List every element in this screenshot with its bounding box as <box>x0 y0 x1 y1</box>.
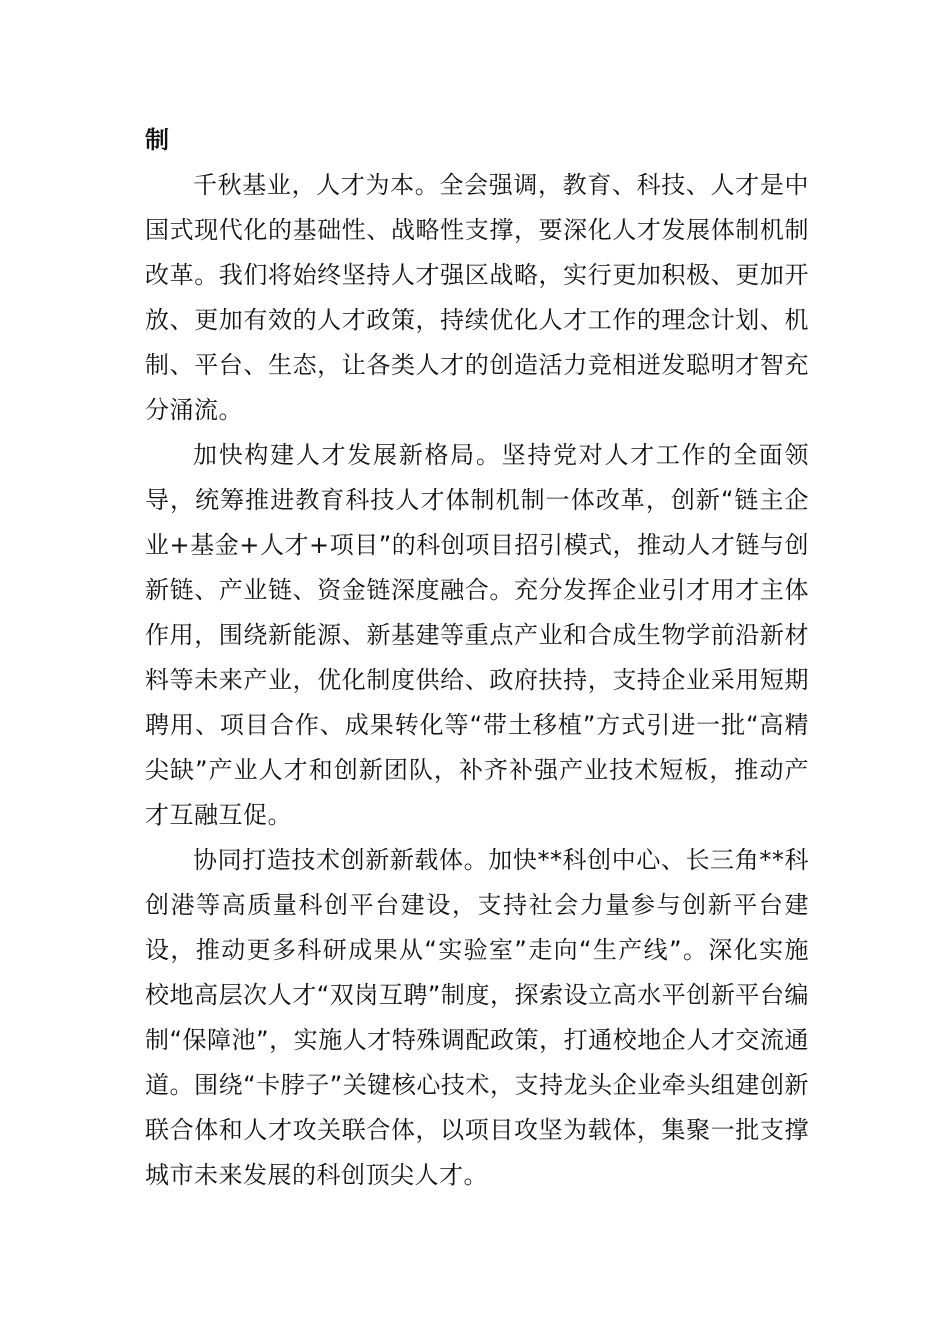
paragraph-innovation-platform: 协同打造技术创新新载体。加快**科创中心、长三角**科创港等高质量科创平台建设，支持社会力量参与创新平台建设，推动更多科研成果从“实验室”走向“生产线”。深化实施校地高层次人才“双岗互聘”制度，探索设立高水平创新平台编制“保障池”，实施人才特殊调配政策，打通校地企人才交流通道。围绕“卡脖子”关键核心技术，支持龙头企业牵头组建创新联合体和人才攻关联合体，以项目攻坚为载体，集聚一批支撑城市未来发展的科创顶尖人才。 <box>145 846 809 1189</box>
paragraph-talent-foundation: 千秋基业，人才为本。全会强调，教育、科技、人才是中国式现代化的基础性、战略性支撑，要深化人才发展体制机制改革。我们将始终坚持人才强区战略，实行更加积极、更加开放、更加有效的人才政策，持续优化人才工作的理念计划、机制、平台、生态，让各类人才的创造活力竞相迸发聪明才智充分涌流。 <box>145 171 809 424</box>
document-body <box>145 118 809 1198</box>
paragraph-talent-development-pattern: 加快构建人才发展新格局。坚持党对人才工作的全面领导，统筹推进教育科技人才体制机制一体改革，创新“链主企业+基金+人才+项目”的科创项目招引模式，推动人才链与创新链、产业链、资金链深度融合。充分发挥企业引才用才主体作用，围绕新能源、新基建等重点产业和合成生物学前沿新材料等未来产业，优化制度供给、政府扶持，支持企业采用短期聘用、项目合作、成果转化等“带土移植”方式引进一批“高精尖缺”产业人才和创新团队，补齐补强产业技术短板，推动产才互融互促。 <box>145 441 809 829</box>
section-heading-fragment: 制 <box>145 126 169 154</box>
